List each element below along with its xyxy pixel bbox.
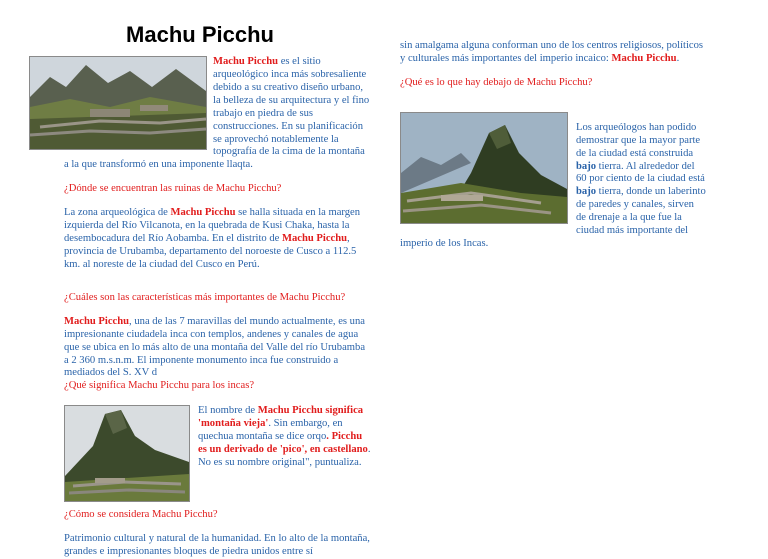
location-paragraph <box>64 207 372 272</box>
meaning-text-e: . No es su nombre original", puntualiza. <box>198 444 371 468</box>
meaning-text-c: . Sin embargo, en quechua montaña se dice orqo <box>198 418 343 443</box>
continuation-text-c: . <box>676 52 680 64</box>
location-highlight-1: Machu Picchu <box>170 207 236 219</box>
location-text-e: , provincia de Urubamba, departamento del noroeste de Cusco a 112.5 km. al noreste de la ciudad del Cusco en Perú. <box>64 233 357 270</box>
characteristics-highlight: Machu Picchu <box>64 315 130 327</box>
continuation-paragraph <box>400 40 706 66</box>
consideration-paragraph: Patrimonio cultural y natural de la humanidad. En lo alto de la montaña, grandes e impresionantes bloques de piedra unidos entre sí <box>64 533 370 558</box>
underground-text-a: Los arqueólogos han podido demostrar que la mayor parte de la ciudad está construida <box>576 121 701 159</box>
huayna-picchu-photo <box>400 112 568 224</box>
meaning-highlight-2: . Picchu es un derivado de 'pico', en castellano <box>198 431 368 456</box>
right-column <box>400 40 706 251</box>
intro-text: es el sitio arqueológico inca más sobresaliente debido a su creativo diseño urbano, la belleza de su arquitectura y el fino trabajo en piedra de sus construcciones. En su planificación se aprovechó notablemente la topografía de la cima de la montaña a la que transformó en una imponente llaqta. <box>64 56 370 171</box>
location-text-a: La zona arqueológica de <box>64 207 171 219</box>
intro-highlight: Machu Picchu <box>213 56 279 67</box>
left-column <box>64 56 372 559</box>
location-highlight-2: Machu Picchu <box>282 233 348 245</box>
ruins-panorama-photo <box>29 56 207 150</box>
characteristics-text: , una de las 7 maravillas del mundo actualmente, es una impresionante ciudadela inca con templos, andenes y canales de agua que se ubica en lo más alto de una montaña del Valle del río Urubamba a 2 360 m.s.n.m. El imponente monumento inca fue construido a mediados del S. XV d <box>64 315 366 379</box>
mountain-photo <box>64 405 190 502</box>
question-underground: ¿Qué es lo que hay debajo de Machu Picchu? <box>400 76 593 88</box>
question-meaning: ¿Qué significa Machu Picchu para los incas? <box>64 380 255 392</box>
question-location: ¿Dónde se encuentran las ruinas de Machu Picchu? <box>64 183 282 195</box>
question-characteristics: ¿Cuáles son las características más importantes de Machu Picchu? <box>64 291 346 303</box>
continuation-highlight: Machu Picchu <box>611 52 677 64</box>
meaning-text-a: El nombre de <box>198 405 258 417</box>
underground-text-e: tierra, donde un laberinto de paredes y canales, sirven de drenaje a la que fue la ciudad más importante del imperio de los Incas. <box>400 186 706 250</box>
meaning-highlight-1: Machu Picchu significa 'montaña vieja' <box>198 405 364 430</box>
location-text-c: se halla situada en la margen izquierda del Río Vilcanota, en la quebrada de Kusi Chaka, hasta la desembocadura del Río Aobamba. En el distrito de <box>64 207 361 245</box>
underground-text-c: tierra. Al alrededor del 60 por ciento de la ciudad está <box>576 160 705 185</box>
underground-bold-2: bajo <box>576 186 597 198</box>
underground-bold-1: bajo <box>576 160 597 172</box>
continuation-text-a: sin amalgama alguna conforman uno de los centros religiosos, políticos y culturales más importantes del imperio incaico: <box>400 40 704 64</box>
characteristics-paragraph <box>64 316 372 381</box>
question-consideration: ¿Cómo se considera Machu Picchu? <box>64 509 218 521</box>
page-title: Machu Picchu <box>126 22 274 47</box>
